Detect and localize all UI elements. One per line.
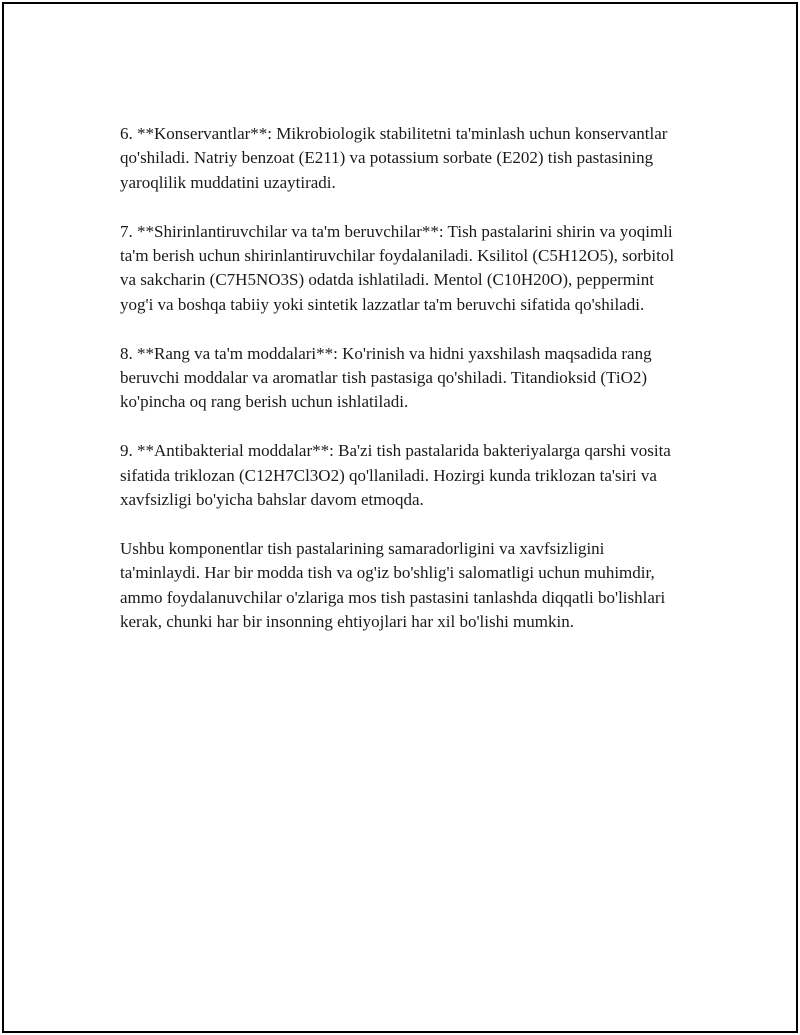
paragraph-conclusion: Ushbu komponentlar tish pastalarining samaradorligini va xavfsizligini ta'minlaydi. Har bir modda tish va og'iz bo'shlig'i salomatligi uchun muhimdir, ammo foydalanuvchilar o'zlariga mos tish pastasini tanlashda diqqatli bo'lishlari kerak, chunki har bir insonning ehtiyojlari har xil bo'lishi mumkin.: [120, 538, 666, 632]
paragraph-rang-va-tam: 8. **Rang va ta'm moddalari**: Ko'rinish va hidni yaxshilash maqsadida rang beruvchi moddalar va aromatlar tish pastasiga qo'shiladi. Titandioksid (TiO2) ko'pincha oq rang berish uchun ishlatiladi.: [120, 343, 652, 412]
document-body: [120, 122, 680, 634]
document-page: [2, 2, 798, 1033]
paragraph-antibakterial: 9. **Antibakterial moddalar**: Ba'zi tish pastalarida bakteriyalarga qarshi vosita sifatida triklozan (C12H7Cl3O2) qo'llaniladi. Hozirgi kunda triklozan ta'siri va xavfsizligi bo'yicha bahslar davom etmoqda.: [120, 441, 671, 510]
paragraph-shirinlantiruvchilar: 7. **Shirinlantiruvchilar va ta'm beruvchilar**: Tish pastalarini shirin va yoqimli ta'm berish uchun shirinlantiruvchilar foydalaniladi. Ksilitol (C5H12O5), sorbitol va sakcharin (C7H5NO3S) odatda ishlatiladi. Mentol (C10H20O), peppermint yog'i va boshqa tabiiy yoki sintetik lazzatlar ta'm beruvchi sifatida qo'shiladi.: [120, 221, 675, 314]
paragraph-konservantlar: 6. **Konservantlar**: Mikrobiologik stabilitetni ta'minlash uchun konservantlar qo'shiladi. Natriy benzoat (E211) va potassium sorbate (E202) tish pastasining yaroqlilik muddatini uzaytiradi.: [120, 124, 668, 192]
